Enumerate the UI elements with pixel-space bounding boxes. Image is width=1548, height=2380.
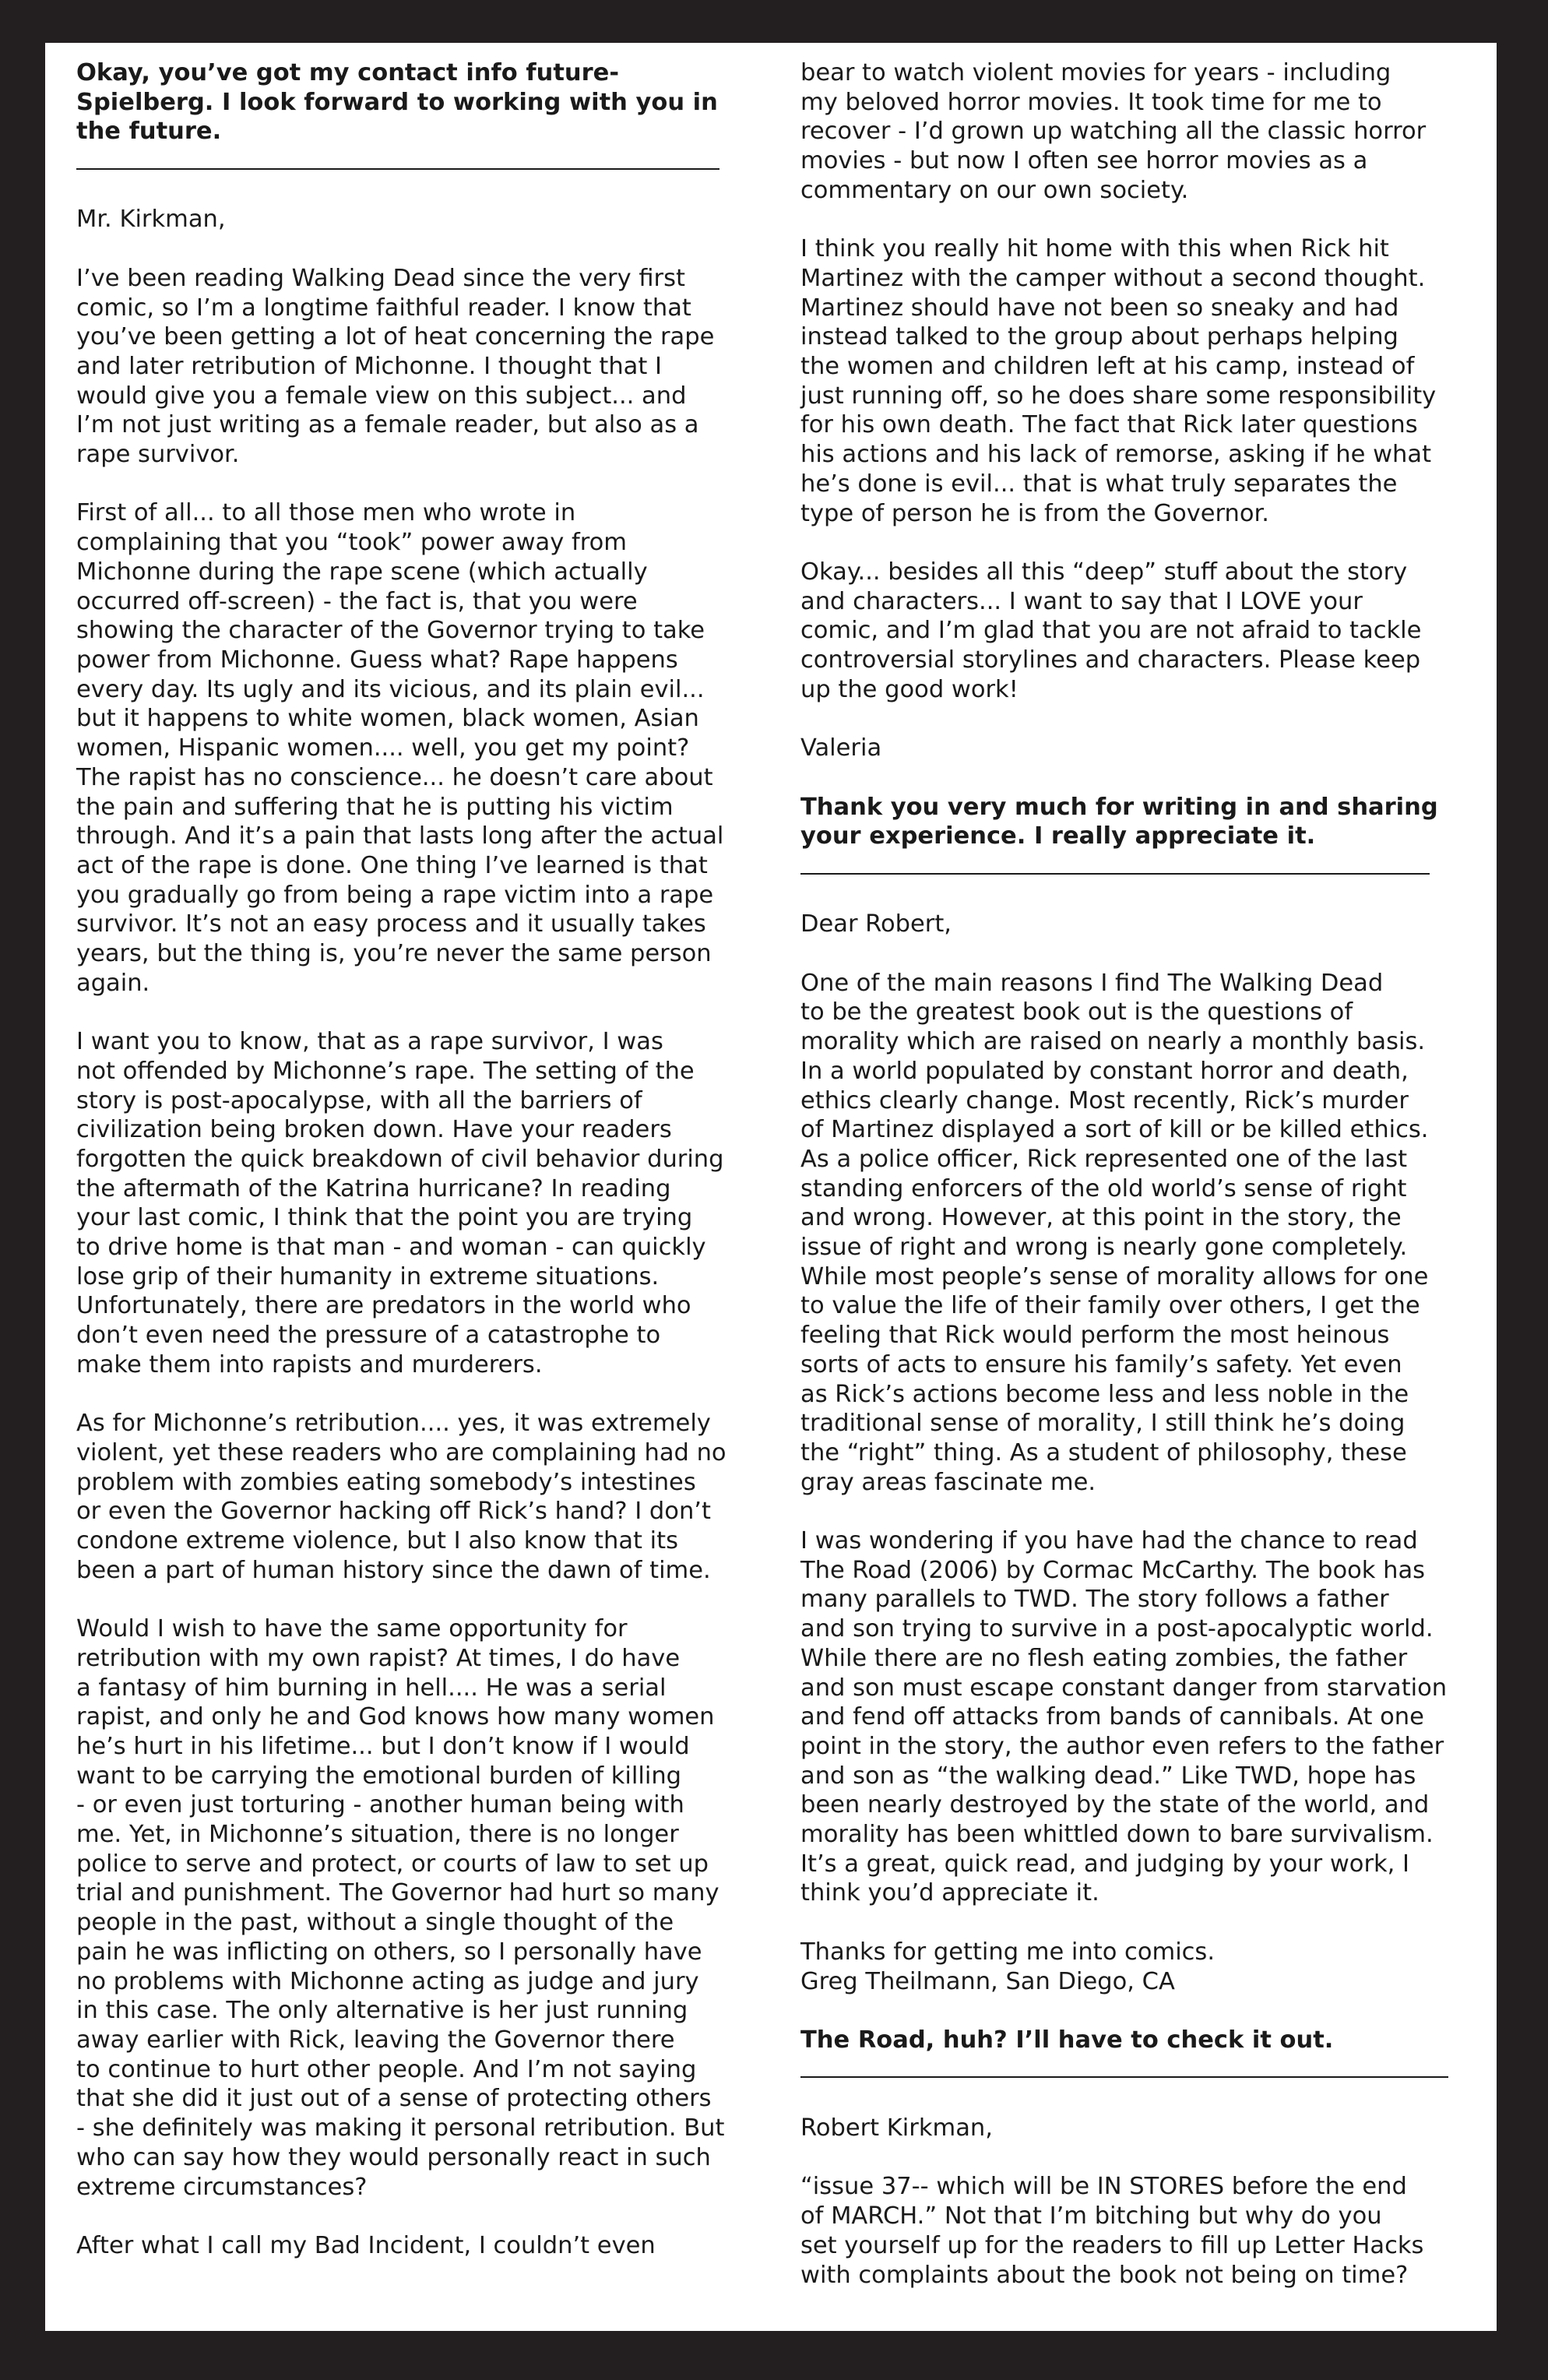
letter-paragraph: As for Michonne’s retribution.... yes, it was extremely violent, yet these readers who are complaining had no problem with zombies eating somebody’s intestines or even the Governor hacking off Rick’s hand? I don’t condone extreme violence, but I also know that its been a part of human history since the dawn of time. bbox=[76, 1410, 727, 1584]
divider-rule bbox=[800, 2055, 1448, 2085]
letter-salutation: Mr. Kirkman, bbox=[76, 206, 226, 234]
letter-signature: Thanks for getting me into comics. Greg Theilmann, San Diego, CA bbox=[800, 1938, 1216, 1995]
editor-reply: The Road, huh? I’ll have to check it out. bbox=[800, 2026, 1334, 2054]
letter-paragraph: First of all... to all those men who wrote in complaining that you “took” power away from Michonne during the rape scene (which actually occurred off-screen) - the fact is, that you were showing the character of the Governor trying to take power from Michonne. Guess what? Rape happens every day. Its ugly and its vicious, and its plain evil... but it happens to white women, black women, Asian women, Hispanic women.... well, you get my point? The rapist has no conscience... he doesn’t care about the pain and suffering that he is putting his victim through. And it’s a pain that lasts long after the actual act of the rape is done. One thing I’ve learned is that you gradually go from being a rape victim into a rape survivor. It’s not an easy process and it usually takes years, but the thing is, you’re never the same person again. bbox=[76, 499, 724, 997]
left-column bbox=[76, 58, 777, 2290]
letter-paragraph: Would I wish to have the same opportunity for retribution with my own rapist? At times, I do have a fantasy of him burning in hell.... He was a serial rapist, and only he and God knows how many women he’s hurt in his lifetime... but I don’t know if I would want to be carrying the emotional burden of killing - or even just torturing - another human being with me. Yet, in Michonne’s situation, there is no longer police to serve and protect, or courts of law to set up trial and punishment. The Governor had hurt so many people in the past, without a single thought of the pain he was inflicting on others, so I personally have no problems with Michonne acting as judge and jury in this case. The only alternative is her just running away earlier with Rick, leaving the Governor there to continue to hurt other people. And I’m not saying that she did it just out of a sense of protecting others - she definitely was making it personal retribution. But who can say how they would personally react in such extreme circumstances? bbox=[76, 1615, 725, 2201]
editor-reply: Okay, you’ve got my contact info future- Spielberg. I look forward to working with you in the future. bbox=[76, 59, 718, 146]
letter-salutation: Robert Kirkman, bbox=[800, 2114, 993, 2142]
letters-page bbox=[45, 43, 1497, 2331]
letter-paragraph: I think you really hit home with this when Rick hit Martinez with the camper without a second thought. Martinez should have not been so sneaky and had instead talked to the group about perhaps helping the women and children left at his camp, instead of just running off, so he does share some responsibility for his own death. The fact that Rick later questions his actions and his lack of remorse, asking if he what he’s done is evil... that is what truly separates the type of person he is from the Governor. bbox=[800, 235, 1437, 527]
right-column bbox=[800, 58, 1486, 2319]
letter-paragraph: Okay... besides all this “deep” stuff about the story and characters... I want to say that I LOVE your comic, and I’m glad that you are not afraid to tackle controversial storylines and characters. Please keep up the good work! bbox=[800, 558, 1422, 703]
letter-paragraph: One of the main reasons I find The Walking Dead to be the greatest book out is the questions of morality which are raised on nearly a monthly basis. In a world populated by constant horror and death, ethics clearly change. Most recently, Rick’s murder of Martinez displayed a sort of kill or be killed ethics. As a police officer, Rick represented one of the last standing enforcers of the old world’s sense of right and wrong. However, at this point in the story, the issue of right and wrong is nearly gone completely. While most people’s sense of morality allows for one to value the life of their family over others, I get the feeling that Rick would perform the most heinous sorts of acts to ensure his family’s safety. Yet even as Rick’s actions become less and less noble in the traditional sense of morality, I still think he’s doing the “right” thing. As a student of philosophy, these gray areas fascinate me. bbox=[800, 969, 1429, 1496]
letter-salutation: Dear Robert, bbox=[800, 910, 952, 938]
letter-paragraph: bear to watch violent movies for years - including my beloved horror movies. It took time for me to recover - I’d grown up watching all the classic horror movies - but now I often see horror movies as a commentary on our own society. bbox=[800, 59, 1427, 204]
letter-signature: Valeria bbox=[800, 734, 882, 762]
divider-rule bbox=[76, 146, 719, 176]
letter-paragraph: “issue 37-- which will be IN STORES before the end of MARCH.” Not that I’m bitching but why do you set yourself up for the readers to fill up Letter Hacks with complaints about the book not being on time? bbox=[800, 2173, 1424, 2289]
letter-paragraph: I want you to know, that as a rape survivor, I was not offended by Michonne’s rape. The setting of the story is post-apocalypse, with all the barriers of civilization being broken down. Have your readers forgotten the quick breakdown of civil behavior during the aftermath of the Katrina hurricane? In reading your last comic, I think that the point you are trying to drive home is that man - and woman - can quickly lose grip of their humanity in extreme situations. Unfortunately, there are predators in the world who don’t even need the pressure of a catastrophe to make them into rapists and murderers. bbox=[76, 1028, 724, 1378]
letter-paragraph: After what I call my Bad Incident, I couldn’t even bbox=[76, 2231, 656, 2259]
letter-paragraph: I was wondering if you have had the chance to read The Road (2006) by Cormac McCarthy. The book has many parallels to TWD. The story follows a father and son trying to survive in a post-apocalyptic world. While there are no flesh eating zombies, the father and son must escape constant danger from starvation and fend off attacks from bands of cannibals. At one point in the story, the author even refers to the father and son as “the walking dead.” Like TWD, hope has been nearly destroyed by the state of the world, and morality has been whittled down to bare survivalism. It’s a great, quick read, and judging by your work, I think you’d appreciate it. bbox=[800, 1527, 1448, 1907]
editor-reply: Thank you very much for writing in and sharing your experience. I really appreciate it. bbox=[800, 793, 1438, 850]
divider-rule bbox=[800, 851, 1430, 881]
letter-paragraph: I’ve been reading Walking Dead since the very first comic, so I’m a longtime faithful reader. I know that you’ve been getting a lot of heat concerning the rape and later retribution of Michonne. I thought that I would give you a female view on this subject... and I’m not just writing as a female reader, but also as a rape survivor. bbox=[76, 264, 715, 469]
